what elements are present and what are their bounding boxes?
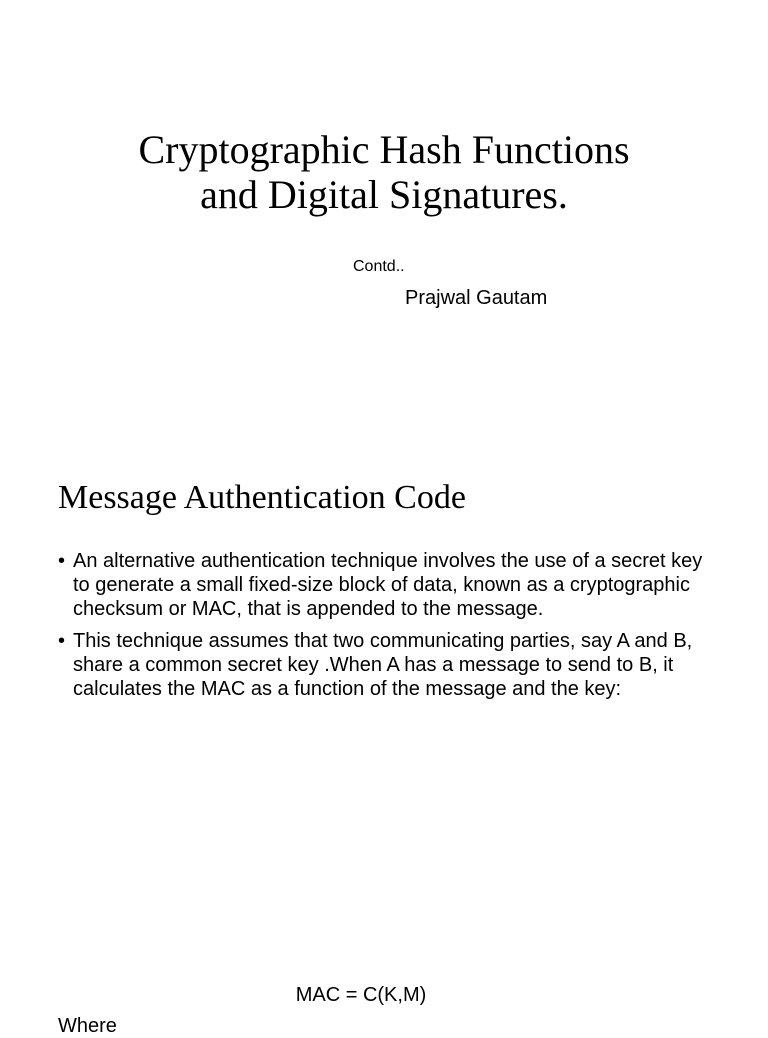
bullet-dot: • [58,550,66,572]
bullet-dot: • [58,630,66,652]
bullet-item [58,629,718,701]
mac-formula: MAC = C(K,M) [295,984,427,1006]
bullet-item [58,549,718,621]
title-line-2: and Digital Signatures. [200,172,568,217]
section-heading: Message Authentication Code [58,479,466,516]
bullet-list [58,549,718,709]
author-name: Prajwal Gautam [405,287,548,309]
slide-title [0,127,768,217]
title-line-1: Cryptographic Hash Functions [138,127,630,172]
subtitle-contd: Contd.. [353,258,405,275]
bullet-text: This technique assumes that two communicating parties, say A and B, share a common secret key .When A has a message to send to B, it calculates the MAC as a function of the message and the key: [73,630,693,700]
bullet-text: An alternative authentication technique involves the use of a secret key to generate a small fixed-size block of data, known as a cryptographic checksum or MAC, that is appended to the message. [73,550,703,620]
where-label: Where [58,1015,117,1037]
